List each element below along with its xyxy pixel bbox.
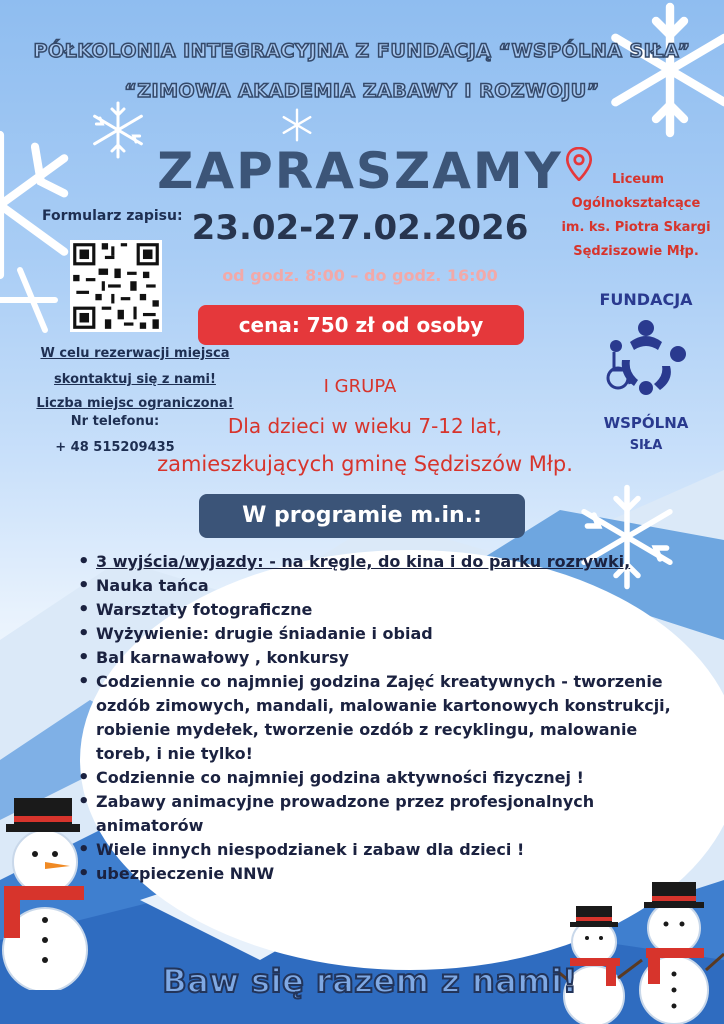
location-line-3: im. ks. Piotra Skargi — [561, 220, 711, 235]
signup-form-label: Formularz zapisu: — [42, 208, 183, 224]
program-item: • Zabawy animacyjne prowadzone przez profesjonalnych animatorów — [76, 790, 696, 838]
program-item: • Warsztaty fotograficzne — [76, 598, 696, 622]
program-item: • Codziennie co najmniej godzina Zajęć kreatywnych - tworzenie ozdób zimowych, mandali, malowanie kartonowych konstrukcji, robienie mydełek, tworzenie ozdób z recyklingu, malowanie toreb, i nie tylko! — [76, 670, 696, 766]
contact-line-1: W celu rezerwacji miejsca — [40, 346, 230, 361]
snowman-icon — [630, 874, 724, 1024]
price-badge: cena: 750 zł od osoby — [198, 305, 524, 345]
contact-line-2: skontaktuj się z nami! — [54, 372, 216, 387]
foundation-logo-icon — [600, 316, 692, 400]
program-item: • 3 wyjścia/wyjazdy: - na kręgle, do kina i do parku rozrywki, — [76, 550, 696, 574]
qr-code-icon[interactable] — [70, 240, 162, 332]
location-line-4: Sędziszowie Młp. — [573, 244, 699, 259]
program-item: • Nauka tańca — [76, 574, 696, 598]
contact-line-3: Liczba miejsc ograniczona! — [36, 396, 234, 411]
program-item: • Wiele innych niespodzianek i zabaw dla dzieci ! — [76, 838, 696, 862]
phone-label: Nr telefonu: — [70, 414, 160, 429]
foundation-name-bottom-1: WSPÓLNA — [603, 414, 689, 432]
location-line-1: Liceum — [611, 172, 665, 187]
program-list — [76, 550, 696, 886]
event-dates: 23.02-27.02.2026 — [191, 208, 529, 248]
invite-heading: ZAPRASZAMY — [157, 142, 563, 200]
foundation-name-bottom-2: SIŁA — [629, 438, 663, 453]
group-name: I GRUPA — [323, 376, 397, 397]
snowflake-icon — [0, 260, 60, 340]
footer-slogan: Baw się razem z nami! — [162, 962, 578, 1000]
poster-subtitle: “ZIMOWA AKADEMIA ZABAWY I ROZWOJU” — [124, 80, 600, 102]
location-line-2: Ogólnokształcące — [571, 196, 701, 211]
snowflake-icon — [600, 0, 724, 150]
program-item: • Wyżywienie: drugie śniadanie i obiad — [76, 622, 696, 646]
snowflake-icon — [280, 108, 314, 142]
foundation-name-top: FUNDACJA — [599, 290, 693, 309]
event-hours: od godz. 8:00 – do godz. 16:00 — [222, 266, 498, 285]
group-residence: zamieszkujących gminę Sędziszów Młp. — [157, 452, 573, 476]
program-heading: W programie m.in.: — [199, 494, 525, 538]
program-item: • ubezpieczenie NNW — [76, 862, 696, 886]
location-pin-icon — [566, 147, 592, 181]
phone-number[interactable]: + 48 515209435 — [55, 440, 175, 455]
snowman-icon — [0, 790, 110, 990]
snowflake-icon — [88, 100, 148, 160]
program-item: • Codziennie co najmniej godzina aktywności fizycznej ! — [76, 766, 696, 790]
group-age: Dla dzieci w wieku 7-12 lat, — [227, 414, 503, 438]
poster-title: PÓŁKOLONIA INTEGRACYJNA Z FUNDACJĄ “WSPÓLNA SIŁA” — [33, 40, 691, 62]
program-item: • Bal karnawałowy , konkursy — [76, 646, 696, 670]
